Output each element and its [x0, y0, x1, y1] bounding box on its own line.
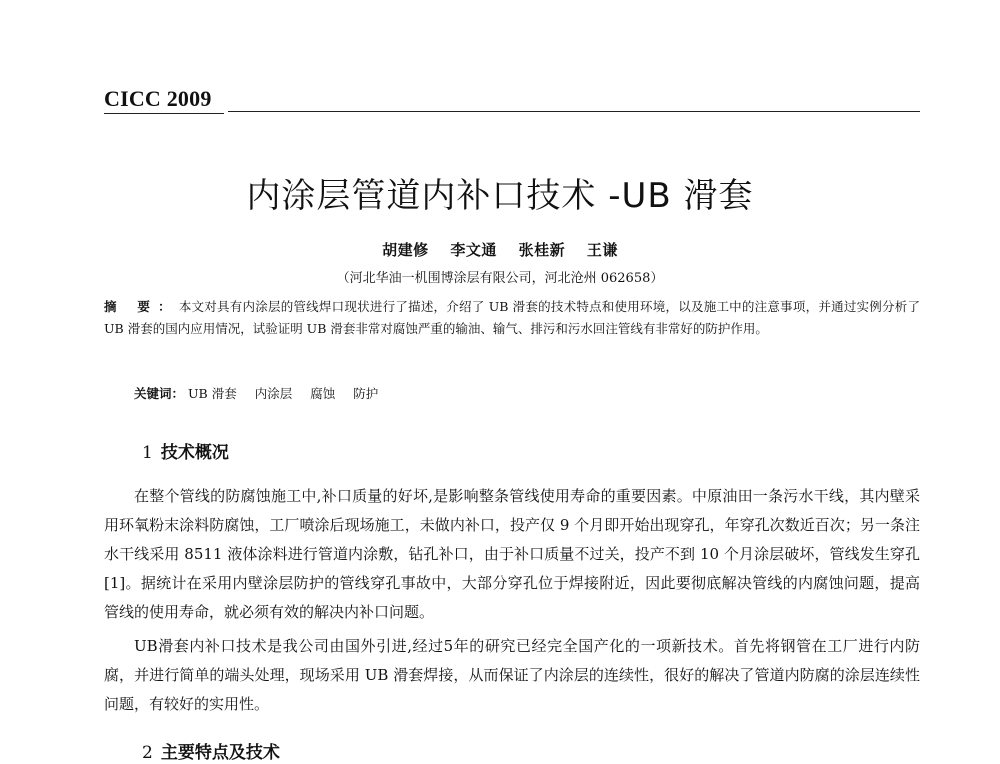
author-list [0, 240, 1000, 260]
keyword: 腐蚀 [310, 386, 336, 401]
author: 胡建修 [382, 241, 429, 259]
paper-title: 内涂层管道内补口技术 -UB 滑套 [246, 176, 754, 216]
conference-name: CICC 2009 [104, 86, 212, 111]
section-heading [142, 742, 280, 764]
keywords [134, 384, 920, 404]
header-underline [104, 113, 224, 114]
running-header [104, 86, 920, 116]
section-title: 主要特点及技术 [160, 743, 280, 763]
keywords-label: 关键词： [134, 386, 185, 401]
keyword: UB 滑套 [188, 386, 237, 401]
author: 张桂新 [518, 241, 566, 259]
section-number: 2 [142, 743, 153, 763]
section-title: 技术概况 [160, 443, 229, 463]
affiliation: （河北华油一机围博涂层有限公司，河北沧州 062658） [336, 271, 664, 286]
section-heading [142, 442, 229, 464]
paragraph [104, 632, 920, 719]
abstract [104, 296, 920, 340]
keyword: 防护 [353, 386, 379, 401]
paragraph-text: UB滑套内补口技术是我公司由国外引进,经过5年的研究已经完全国产化的一项新技术。首先将钢管在工厂进行内防腐，并进行简单的端头处理，现场采用 UB 滑套焊接，从而保证了内涂层的连续性，很好的解决了管道内防腐的涂层连续性问题，有较好的实用性。 [104, 637, 920, 713]
keyword: 内涂层 [254, 386, 293, 401]
abstract-text: 本文对具有内涂层的管线焊口现状进行了描述，介绍了 UB 滑套的技术特点和使用环境，以及施工中的注意事项，并通过实例分析了 UB 滑套的国内应用情况，试验证明 UB 滑套非常对腐蚀严重的输油、输气、排污和污水回注管线有非常好的防护作用。 [104, 299, 921, 336]
header-rule [228, 111, 920, 112]
author: 王谦 [586, 241, 618, 259]
section-number: 1 [142, 443, 153, 463]
abstract-label: 摘 要： [104, 299, 179, 314]
author: 李文通 [450, 241, 497, 259]
paragraph-text: 在整个管线的防腐蚀施工中,补口质量的好坏,是影响整条管线使用寿命的重要因素。中原油田一条污水干线，其内壁采用环氧粉末涂料防腐蚀，工厂喷涂后现场施工，未做内补口，投产仅 9 个月即开始出现穿孔，年穿孔次数近百次；另一条注水干线采用 8511 液体涂料进行管道内涂敷，钻孔补口，由于补口质量不过关，投产不到 10 个月涂层破坏，管线发生穿孔[1]。据统计在采用内壁涂层防护的管线穿孔事故中，大部分穿孔位于焊接附近，因此要彻底解决管线的内腐蚀问题，提高管线的使用寿命，就必须有效的解决内补口问题。 [104, 487, 920, 621]
paragraph [104, 482, 920, 627]
